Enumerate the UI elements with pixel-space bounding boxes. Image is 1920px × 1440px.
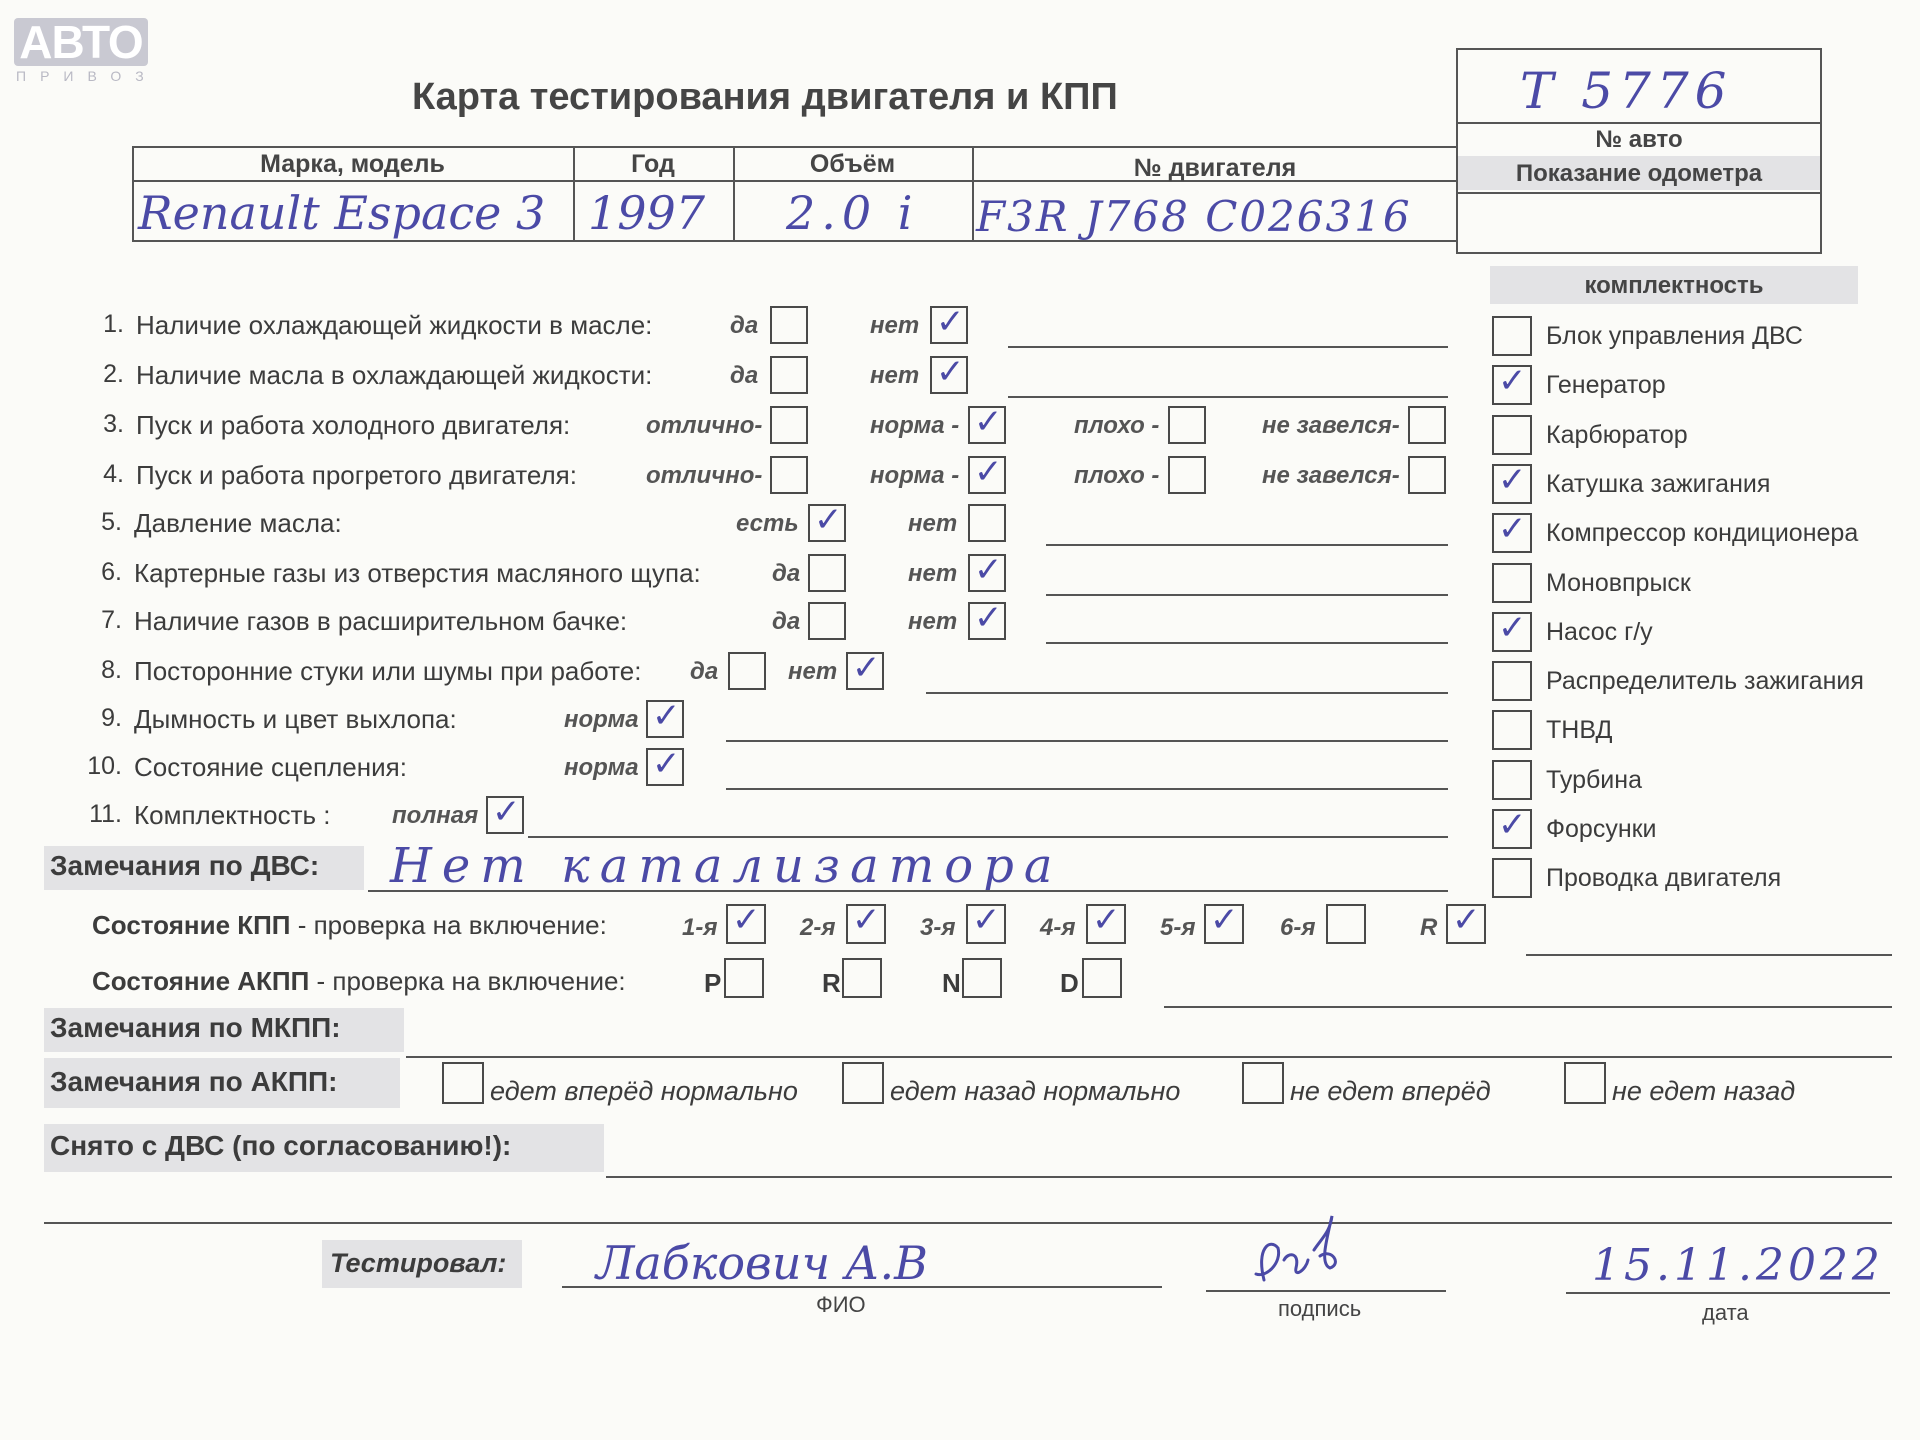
akpp-remark-checkbox[interactable] bbox=[1564, 1062, 1606, 1104]
gear-label: R bbox=[1420, 914, 1438, 941]
date-caption: дата bbox=[1702, 1300, 1749, 1325]
completeness-checkbox[interactable] bbox=[1492, 805, 1532, 849]
option-label: полная bbox=[392, 802, 479, 829]
akpp-mode-label: P bbox=[704, 968, 722, 998]
option-label: да bbox=[772, 560, 801, 587]
completeness-item-label: Турбина bbox=[1546, 765, 1642, 794]
remarks-akpp-label: Замечания по АКПП: bbox=[50, 1066, 338, 1097]
answer-line bbox=[1046, 642, 1448, 644]
year-value[interactable]: 1997 bbox=[588, 186, 706, 240]
option-checkbox[interactable] bbox=[808, 602, 846, 640]
checkmark-icon: ✓ bbox=[1452, 900, 1481, 940]
option-label: норма - bbox=[870, 412, 960, 439]
option-label: нет bbox=[870, 362, 920, 389]
signature-line bbox=[1206, 1290, 1446, 1292]
akpp-remark-label: едет назад нормально bbox=[890, 1076, 1181, 1106]
answer-line bbox=[1008, 346, 1448, 348]
completeness-checkbox[interactable] bbox=[1492, 607, 1532, 652]
checkmark-icon: ✓ bbox=[652, 744, 681, 784]
option-checkbox[interactable] bbox=[1408, 456, 1446, 494]
gear-label: 1-я bbox=[682, 914, 718, 941]
gear-checkbox[interactable] bbox=[846, 900, 886, 944]
option-checkbox[interactable] bbox=[968, 598, 1006, 640]
completeness-item-label: Генератор bbox=[1546, 371, 1666, 400]
remarks-dvs-line bbox=[368, 890, 1448, 892]
akpp-mode-label: N bbox=[942, 968, 961, 998]
name-caption: ФИО bbox=[816, 1292, 866, 1317]
option-checkbox[interactable] bbox=[728, 652, 766, 690]
checkmark-icon: ✓ bbox=[1092, 900, 1121, 940]
completeness-item-label: Карбюратор bbox=[1546, 420, 1688, 449]
volume-value[interactable]: 2.0 i bbox=[786, 186, 919, 240]
option-checkbox[interactable] bbox=[646, 696, 684, 738]
signature-image bbox=[1236, 1208, 1376, 1292]
question-number: 1. bbox=[103, 310, 124, 338]
question-text: Картерные газы из отверстия масляного щупа: bbox=[134, 558, 701, 588]
akpp-remark-checkbox[interactable] bbox=[442, 1062, 484, 1104]
remarks-mkpp-label: Замечания по МКПП: bbox=[50, 1012, 341, 1043]
option-checkbox[interactable] bbox=[930, 302, 968, 344]
option-checkbox[interactable] bbox=[968, 504, 1006, 542]
completeness-checkbox[interactable] bbox=[1492, 459, 1532, 504]
option-label: норма bbox=[564, 754, 639, 781]
completeness-item-label: Блок управления ДВС bbox=[1546, 322, 1803, 350]
question-number: 5. bbox=[101, 508, 122, 536]
question-text: Состояние сцепления: bbox=[134, 752, 407, 782]
engine-number-value[interactable]: F3R J768 C026316 bbox=[976, 192, 1412, 241]
option-label: плохо - bbox=[1074, 412, 1160, 439]
option-checkbox[interactable] bbox=[968, 402, 1006, 444]
completeness-item-label: Катушка зажигания bbox=[1546, 469, 1771, 498]
remarks-mkpp-line bbox=[406, 1056, 1892, 1058]
tester-name[interactable]: Лабкович А.В bbox=[596, 1236, 928, 1290]
option-checkbox[interactable] bbox=[770, 306, 808, 344]
completeness-checkbox[interactable] bbox=[1492, 858, 1532, 898]
checkmark-icon: ✓ bbox=[972, 900, 1001, 940]
option-label: нет bbox=[870, 312, 920, 339]
akpp-remark-checkbox[interactable] bbox=[842, 1062, 884, 1104]
question-text: Пуск и работа холодного двигателя: bbox=[136, 410, 571, 440]
question-number: 11. bbox=[89, 800, 122, 828]
signature-caption: подпись bbox=[1278, 1296, 1362, 1321]
option-label: нет bbox=[788, 658, 838, 685]
option-checkbox[interactable] bbox=[770, 456, 808, 494]
car-number-value[interactable]: T 5776 bbox=[1520, 62, 1733, 120]
completeness-item-label: Форсунки bbox=[1546, 815, 1657, 843]
question-number: 7. bbox=[101, 606, 122, 634]
option-checkbox[interactable] bbox=[646, 744, 684, 786]
gear-label: 5-я bbox=[1160, 914, 1196, 941]
removed-label: Снято с ДВС (по согласованию!): bbox=[50, 1130, 512, 1161]
option-label: не завелся- bbox=[1262, 412, 1400, 439]
completeness-item-label: ТНВД bbox=[1546, 716, 1613, 745]
option-label: плохо - bbox=[1074, 462, 1160, 489]
col-header-volume: Объём bbox=[809, 150, 896, 178]
question-number: 6. bbox=[101, 558, 122, 586]
checkmark-icon: ✓ bbox=[652, 696, 681, 736]
checkmark-icon: ✓ bbox=[1498, 805, 1527, 845]
divider bbox=[1456, 192, 1822, 194]
answer-line bbox=[1046, 594, 1448, 596]
completeness-checkbox[interactable] bbox=[1492, 415, 1532, 455]
question-text: Наличие охлаждающей жидкости в масле: bbox=[136, 310, 653, 340]
option-label: норма bbox=[564, 706, 639, 733]
remarks-dvs-value[interactable]: Нет катализатора bbox=[390, 838, 1063, 894]
answer-line bbox=[1046, 544, 1448, 546]
gear-checkbox[interactable] bbox=[1204, 900, 1244, 944]
answer-line bbox=[528, 836, 1448, 838]
akpp-mode-checkbox[interactable] bbox=[842, 958, 882, 998]
checkmark-icon: ✓ bbox=[974, 402, 1003, 442]
completeness-checkbox[interactable] bbox=[1492, 760, 1532, 800]
question-text: Давление масла: bbox=[134, 508, 342, 538]
option-checkbox[interactable] bbox=[808, 500, 846, 542]
car-number-label: № авто bbox=[1595, 126, 1683, 153]
option-checkbox[interactable] bbox=[930, 352, 968, 394]
completeness-checkbox[interactable] bbox=[1492, 661, 1532, 701]
removed-line-2 bbox=[44, 1222, 1892, 1224]
tested-label: Тестировал: bbox=[330, 1248, 507, 1278]
checkmark-icon: ✓ bbox=[852, 648, 881, 688]
name-line bbox=[562, 1286, 1162, 1288]
question-text: Наличие газов в расширительном бачке: bbox=[134, 606, 628, 636]
gear-checkbox[interactable] bbox=[1326, 904, 1366, 944]
checkmark-icon: ✓ bbox=[492, 792, 521, 832]
akpp-mode-checkbox[interactable] bbox=[962, 958, 1002, 998]
option-label: есть bbox=[736, 510, 799, 537]
question-number: 9. bbox=[101, 704, 122, 732]
option-label: отлично- bbox=[646, 462, 763, 489]
question-number: 8. bbox=[101, 656, 122, 684]
checkmark-icon: ✓ bbox=[814, 500, 843, 540]
answer-line bbox=[726, 788, 1448, 790]
akpp-mode-label: R bbox=[822, 968, 841, 998]
completeness-checkbox[interactable] bbox=[1492, 509, 1532, 553]
completeness-checkbox[interactable] bbox=[1492, 316, 1532, 356]
checkmark-icon: ✓ bbox=[1498, 459, 1527, 500]
question-text: Комплектность : bbox=[134, 800, 331, 830]
question-text: Наличие масла в охлаждающей жидкости: bbox=[136, 360, 653, 390]
option-label: нет bbox=[908, 608, 958, 635]
akpp-mode-checkbox[interactable] bbox=[724, 958, 764, 998]
akpp-remark-checkbox[interactable] bbox=[1242, 1062, 1284, 1104]
question-number: 4. bbox=[103, 460, 124, 488]
checkmark-icon: ✓ bbox=[974, 598, 1003, 638]
completeness-item-label: Проводка двигателя bbox=[1546, 864, 1782, 893]
remarks-dvs-label: Замечания по ДВС: bbox=[50, 850, 320, 881]
question-number: 3. bbox=[103, 410, 124, 438]
option-label: норма - bbox=[870, 462, 960, 489]
gear-label: 3-я bbox=[920, 914, 956, 941]
checkmark-icon: ✓ bbox=[732, 900, 761, 940]
date-line bbox=[1566, 1292, 1890, 1294]
kpp-line bbox=[1526, 954, 1892, 956]
page-title: Карта тестирования двигателя и КПП bbox=[412, 76, 1118, 118]
answer-line bbox=[726, 740, 1448, 742]
gear-checkbox[interactable] bbox=[966, 900, 1006, 944]
col-header-model: Марка, модель bbox=[260, 150, 445, 178]
completeness-title: комплектность bbox=[1584, 272, 1764, 299]
option-checkbox[interactable] bbox=[770, 406, 808, 444]
model-value[interactable]: Renault Espace 3 bbox=[138, 186, 546, 240]
completeness-item-label: Распределитель зажигания bbox=[1546, 667, 1864, 696]
option-label: не завелся- bbox=[1262, 462, 1400, 489]
akpp-mode-label: D bbox=[1060, 968, 1079, 998]
akpp-label: Состояние АКПП - проверка на включение: bbox=[92, 966, 626, 996]
akpp-remark-label: не едет назад bbox=[1612, 1076, 1796, 1106]
gear-label: 4-я bbox=[1040, 914, 1076, 941]
checkmark-icon: ✓ bbox=[852, 900, 881, 940]
checkmark-icon: ✓ bbox=[1210, 900, 1239, 940]
removed-line bbox=[606, 1176, 1892, 1178]
option-checkbox[interactable] bbox=[770, 356, 808, 394]
akpp-mode-checkbox[interactable] bbox=[1082, 958, 1122, 998]
option-checkbox[interactable] bbox=[486, 792, 524, 834]
checkmark-icon: ✓ bbox=[936, 352, 965, 392]
question-text: Дымность и цвет выхлопа: bbox=[134, 704, 457, 734]
test-date[interactable]: 15.11.2022 bbox=[1592, 1240, 1884, 1291]
col-header-year: Год bbox=[631, 150, 675, 178]
gear-label: 6-я bbox=[1280, 914, 1316, 941]
gear-checkbox[interactable] bbox=[726, 900, 766, 944]
option-checkbox[interactable] bbox=[1168, 406, 1206, 444]
completeness-item-label: Моновпрыск bbox=[1546, 568, 1691, 597]
option-label: да bbox=[690, 658, 719, 685]
completeness-checkbox[interactable] bbox=[1492, 710, 1532, 750]
option-label: нет bbox=[908, 560, 958, 587]
option-checkbox[interactable] bbox=[808, 554, 846, 592]
col-header-engine-number: № двигателя bbox=[1133, 154, 1297, 182]
completeness-item-label: Компрессор кондиционера bbox=[1546, 519, 1859, 548]
completeness-checkbox[interactable] bbox=[1492, 563, 1532, 603]
checkmark-icon: ✓ bbox=[1498, 509, 1527, 550]
answer-line bbox=[926, 692, 1448, 694]
option-label: да bbox=[730, 312, 759, 339]
question-number: 10. bbox=[87, 752, 122, 780]
akpp-remark-label: не едет вперёд bbox=[1290, 1076, 1491, 1106]
option-checkbox[interactable] bbox=[968, 550, 1006, 592]
checkmark-icon: ✓ bbox=[1498, 361, 1527, 402]
option-checkbox[interactable] bbox=[1408, 406, 1446, 444]
answer-line bbox=[1008, 396, 1448, 398]
checkmark-icon: ✓ bbox=[936, 302, 965, 342]
checkmark-icon: ✓ bbox=[1498, 607, 1527, 648]
question-number: 2. bbox=[103, 360, 124, 388]
akpp-remark-label: едет вперёд нормально bbox=[490, 1076, 798, 1106]
option-checkbox[interactable] bbox=[1168, 456, 1206, 494]
checkmark-icon: ✓ bbox=[974, 452, 1003, 492]
logo-subtitle: ПРИВОЗ bbox=[16, 68, 158, 84]
gear-checkbox[interactable] bbox=[1086, 900, 1126, 944]
question-text: Посторонние стуки или шумы при работе: bbox=[134, 656, 642, 686]
akpp-line bbox=[1164, 1006, 1892, 1008]
option-checkbox[interactable] bbox=[968, 452, 1006, 494]
logo: АВТО bbox=[14, 18, 148, 66]
option-label: отлично- bbox=[646, 412, 763, 439]
option-checkbox[interactable] bbox=[846, 648, 884, 690]
completeness-checkbox[interactable] bbox=[1492, 361, 1532, 405]
kpp-label: Состояние КПП - проверка на включение: bbox=[92, 910, 607, 940]
question-text: Пуск и работа прогретого двигателя: bbox=[136, 460, 577, 490]
gear-label: 2-я bbox=[800, 914, 836, 941]
gear-checkbox[interactable] bbox=[1446, 900, 1486, 944]
option-label: нет bbox=[908, 510, 958, 537]
option-label: да bbox=[772, 608, 801, 635]
checkmark-icon: ✓ bbox=[974, 550, 1003, 590]
completeness-item-label: Насос г/у bbox=[1546, 617, 1653, 646]
option-label: да bbox=[730, 362, 759, 389]
odometer-label: Показание одометра bbox=[1515, 160, 1763, 187]
divider bbox=[1456, 122, 1822, 124]
